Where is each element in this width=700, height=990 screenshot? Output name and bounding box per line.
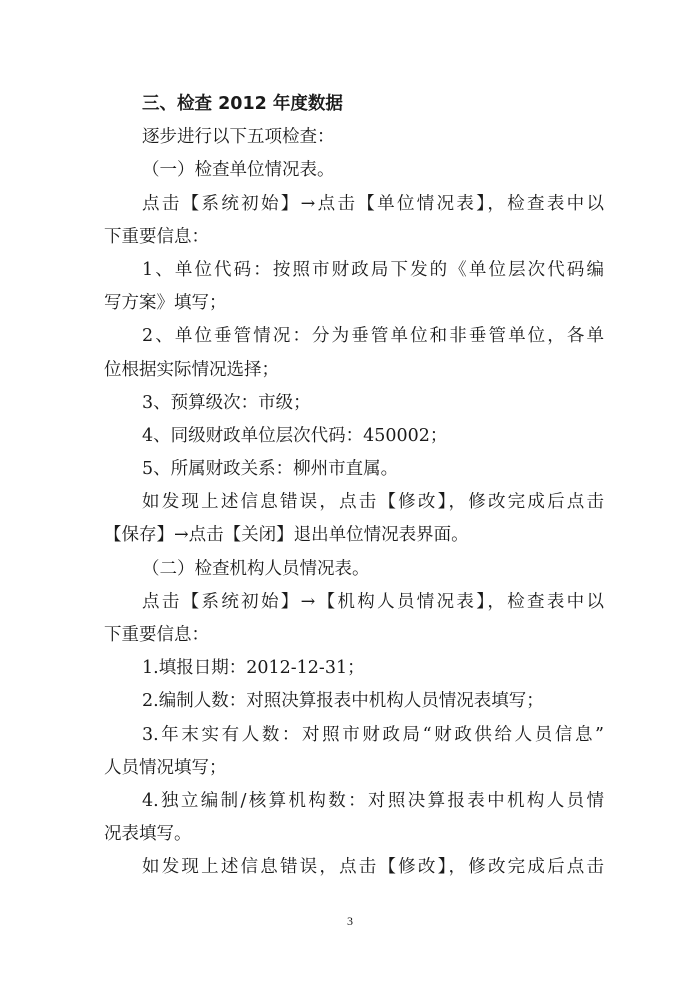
paragraph-line: 点击【系统初始】→点击【单位情况表】，检查表中以 [142,193,604,214]
list-item-line: 人员情况填写； [104,757,227,778]
paragraph-line: 【保存】→点击【关闭】退出单位情况表界面。 [104,525,469,546]
paragraph-line: 下重要信息： [104,226,209,247]
list-item-line: 1.填报日期：2012-12-31； [142,658,365,679]
subsection-heading-2: （二）检查机构人员情况表。 [142,558,370,579]
paragraph-line: 下重要信息： [104,625,209,645]
document-body [104,88,604,885]
section-heading: 三、检查 2012 年度数据 [142,94,343,114]
list-item-line: 5、所属财政关系：柳州市直属。 [142,459,399,480]
page-number: 3 [347,914,353,928]
list-item-line: 位根据实际情况选择； [104,359,279,380]
list-item-line: 4、同级财政单位层次代码：450002； [142,425,448,446]
subsection-heading-1: （一）检查单位情况表。 [142,160,335,181]
paragraph-line: 如发现上述信息错误，点击【修改】，修改完成后点击 [142,492,604,513]
list-item-line: 况表填写。 [104,824,192,845]
list-item-line: 2.编制人数：对照决算报表中机构人员情况表填写； [142,691,544,712]
list-item-line: 2、单位垂管情况：分为垂管单位和非垂管单位，各单 [142,326,604,347]
list-item-line: 3、预算级次：市级； [142,392,311,413]
paragraph-line: 如发现上述信息错误，点击【修改】，修改完成后点击 [142,857,604,878]
list-item-line: 4.独立编制/核算机构数：对照决算报表中机构人员情 [142,790,604,811]
paragraph-line: 点击【系统初始】→【机构人员情况表】，检查表中以 [142,591,604,612]
list-item-line: 1、单位代码：按照市财政局下发的《单位层次代码编 [142,259,604,280]
list-item-line: 写方案》填写； [104,293,227,314]
list-item-line: 3.年末实有人数：对照市财政局“财政供给人员信息” [142,724,604,745]
intro-line: 逐步进行以下五项检查： [142,127,335,148]
